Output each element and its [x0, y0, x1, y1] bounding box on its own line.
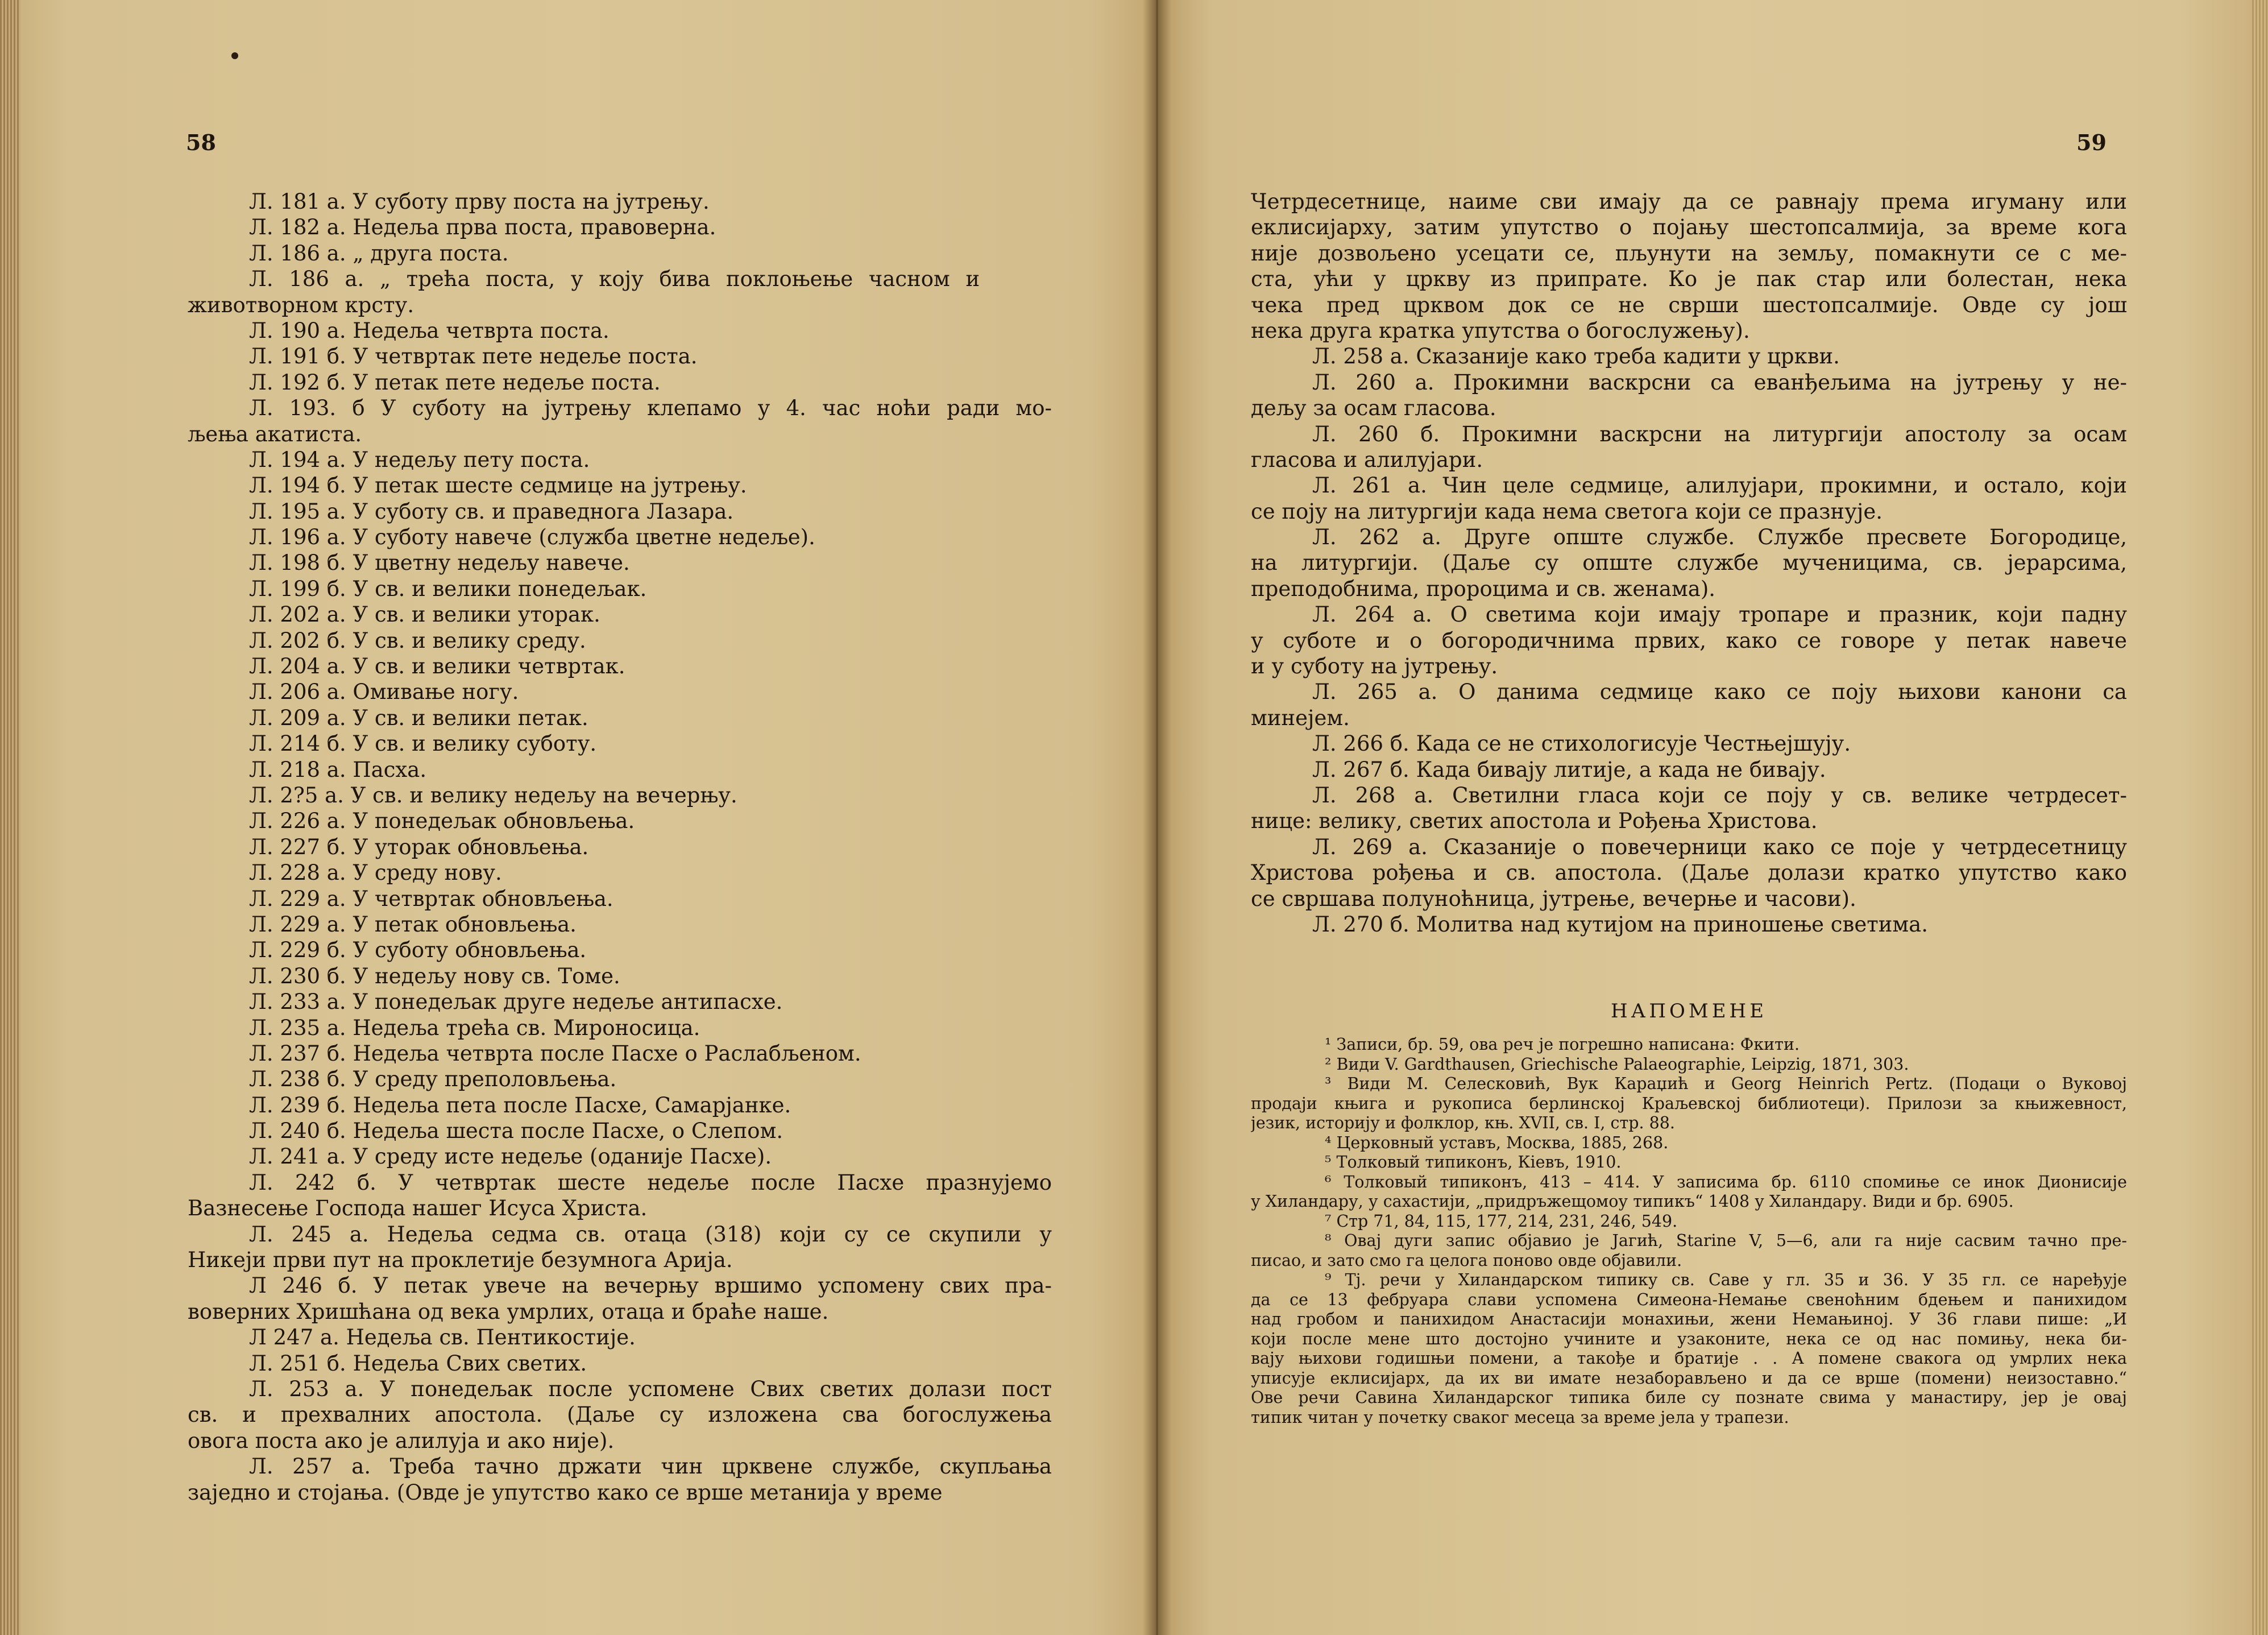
text-line: Л 247 а. Недеља св. Пентикостије. — [249, 1325, 636, 1350]
footnote-line: да се 13 фебруара слави успомена Симеона-Немање свеноћним бдењем и панихидом — [1251, 1290, 2127, 1309]
text-line: Л. 251 б. Недеља Свих светих. — [249, 1351, 587, 1376]
text-line: Л. 245 а. Недеља седма св. отаца (318) који су се скупили у — [249, 1222, 1052, 1247]
text-line: Л. 260 б. Прокимни васкрсни на литургији апостолу за осам — [1312, 421, 2127, 446]
text-line: на литургији. (Даље су опште службе мученицима, св. јерарсима, — [1251, 550, 2127, 576]
text-line: Л. 270 б. Молитва над кутијом на приношење светима. — [1312, 912, 1928, 937]
text-line: Вазнесење Господа нашег Исуса Христа. — [188, 1196, 648, 1221]
text-line: Л. 253 а. У понедељак после успомене Свих светих долази пост — [249, 1376, 1052, 1401]
text-line: Л. 242 б. У четвртак шесте недеље после Пасхе празнујемо — [249, 1170, 1052, 1195]
text-line: дељу за осам гласова. — [1251, 396, 1496, 421]
text-line: Л. 202 б. У св. и велику среду. — [249, 628, 586, 653]
text-line: Л. 209 а. У св. и велики петак. — [249, 705, 588, 730]
text-line: Л. 206 а. Омивање ногу. — [249, 680, 519, 705]
text-line: љења акатиста. — [188, 421, 362, 446]
text-line: Л. 229 а. У четвртак обновљења. — [249, 886, 613, 911]
notes-heading: НАПОМЕНЕ — [1610, 1000, 1768, 1023]
text-line: није дозвољено усецати се, пљунути на земљу, помакнути се с ме- — [1251, 241, 2127, 266]
text-line: Л. 267 б. Када бивају литије, а када не бивају. — [1312, 757, 1826, 782]
text-line: Л. 241 а. У среду исте недеље (оданије Пасхе). — [249, 1144, 772, 1169]
text-line: нека друга кратка упутства о богослужењу). — [1251, 318, 1750, 343]
page-edge — [2252, 0, 2268, 1635]
ink-speck — [231, 52, 238, 59]
text-line: Л 246 б. У петак увече на вечерњу вршимо успомену свих пра- — [249, 1273, 1052, 1298]
text-line: Л. 269 а. Сказаније о повечерници како се поје у четрдесетницу — [1312, 834, 2127, 859]
right-page-text — [1251, 189, 2127, 937]
text-line: Л. 237 б. Недеља четврта после Пасхе о Раслабљеном. — [249, 1041, 861, 1066]
text-line: Л. 214 б. У св. и велику суботу. — [249, 731, 597, 756]
footnote-line: ⁸ Овај дуги запис објавио је Jагић, Starine V, 5—6, али га није сасвим тачно пре- — [1325, 1231, 2127, 1250]
text-line: воверних Хришћана од века умрлих, отаца и браће наше. — [188, 1299, 829, 1324]
footnote-line: вају њихови годишњи помени, а такође и братије . . А помене свакога од умрлих нека — [1251, 1349, 2127, 1368]
footnote-line: ³ Види М. Селесковић, Вук Караџић и Georg Heinrich Pertz. (Подаци о Вуковој — [1325, 1074, 2127, 1093]
text-line: Л. 226 а. У понедељак обновљења. — [249, 809, 635, 834]
footnote-line: типик читан у почетку сваког месеца за време јела у трапези. — [1251, 1408, 1789, 1427]
text-line: Л. 191 б. У четвртак пете недеље поста. — [249, 344, 698, 369]
text-line: Л. 233 а. У понедељак друге недеље антипасхе. — [249, 990, 783, 1015]
footnote-line: ¹ Записи, бр. 59, ова реч је погрешно написана: Фкити. — [1325, 1035, 1800, 1054]
text-line: Л. 229 а. У петак обновљења. — [249, 912, 577, 937]
text-line: Л. 196 а. У суботу навече (служба цветне недеље). — [249, 525, 815, 550]
text-line: Л. 229 б. У суботу обновљења. — [249, 938, 587, 963]
text-line: Л. 202 а. У св. и велики уторак. — [249, 602, 600, 627]
footnote-line: ⁷ Стр 71, 84, 115, 177, 214, 231, 246, 549. — [1325, 1211, 1678, 1231]
text-line: у суботе и о богородичнима првих, како се говоре у петак навече — [1251, 628, 2127, 653]
text-line: Л. 240 б. Недеља шеста после Пасхе, о Слепом. — [249, 1119, 783, 1144]
text-line: Л. 192 б. У петак пете недеље поста. — [249, 370, 661, 395]
text-line: Л. 193. б У суботу на јутрењу клепамо у 4. час ноћи ради мо- — [249, 396, 1052, 421]
left-page-text — [188, 189, 1052, 1505]
footnote-line: над гробом и панихидом Анастасији монахињи, жени Немањиној. У 36 глави пише: „И — [1251, 1310, 2127, 1328]
text-line: Л. 227 б. У уторак обновљења. — [249, 834, 589, 859]
footnotes — [1251, 1035, 2127, 1427]
text-line: Л. 204 а. У св. и велики четвртак. — [249, 654, 625, 679]
text-line: еклисијарху, затим упутство о појању шестопсалмија, за време кога — [1251, 215, 2127, 240]
footnote-line: који после мене што достојно учините и узаконите, нека се од нас помињу, нека би- — [1251, 1329, 2127, 1348]
text-line: минејем. — [1251, 705, 1350, 730]
text-line: Л. 265 а. О данима седмице како се поју њихови канони са — [1312, 680, 2127, 705]
text-line: преподобнима, пророцима и св. женама). — [1251, 576, 1716, 601]
page-edge — [0, 0, 20, 1635]
footnote-line: ⁹ Тј. речи у Хиландарском типику св. Саве у гл. 35 и 36. У 35 гл. се наређује — [1325, 1270, 2127, 1289]
text-line: Л. 186 а. „ друга поста. — [249, 241, 509, 266]
footnote-line: писао, и зато смо га целога поново овде објавили. — [1251, 1251, 1682, 1270]
text-line: Никеји први пут на проклетије безумнога Арија. — [188, 1248, 733, 1273]
text-line: Л. 235 а. Недеља трећа св. Мироносица. — [249, 1015, 700, 1040]
text-line: Л. 218 а. Пасха. — [249, 757, 427, 782]
text-line: Л. 230 б. У недељу нову св. Томе. — [249, 963, 620, 988]
text-line: Л. 239 б. Недеља пета после Пасхе, Самарјанке. — [249, 1092, 791, 1117]
text-line: Л. 260 а. Прокимни васкрсни са еванђељима на јутрењу у не- — [1312, 370, 2127, 395]
text-line: се свршава полуноћница, јутрење, вечерње и часови). — [1251, 886, 1856, 911]
footnote-line: ⁵ Толковый типиконъ, Кіевъ, 1910. — [1325, 1153, 1622, 1172]
footnote-line: у Хиландару, у сахастији, „придръжещомоу типикъ“ 1408 у Хиландару. Види и бр. 6905. — [1251, 1192, 2014, 1211]
book-gutter — [1143, 0, 1171, 1635]
text-line: Л. 268 а. Светилни гласа који се поју у св. велике четрдесет- — [1312, 783, 2127, 808]
text-line: Л. 228 а. У среду нову. — [249, 860, 502, 885]
text-line: заједно и стојања. (Овде је упутство како се врше метанија у време — [188, 1480, 943, 1505]
text-line: се поју на литургији када нема светога који се празнује. — [1251, 499, 1883, 524]
text-line: гласова и алилујари. — [1251, 447, 1483, 472]
text-line: Христова рођења и св. апостола. (Даље долази кратко упутство како — [1251, 860, 2127, 885]
text-line: Л. 261 а. Чин целе седмице, алилујари, прокимни, и остало, који — [1312, 473, 2127, 498]
right-page — [1157, 0, 2268, 1635]
footnote-line: ² Види V. Gardthausen, Griechische Palaeographie, Leipzig, 1871, 303. — [1325, 1054, 1909, 1074]
footnote-line: ⁶ Толковый типиконъ, 413 – 414. У записима бр. 6110 спомиње се инок Дионисије — [1325, 1172, 2127, 1191]
text-line: ста, ући у цркву из припрате. Ко је пак стар или болестан, нека — [1251, 267, 2127, 292]
text-line: нице: велику, светих апостола и Рођења Христова. — [1251, 809, 1818, 834]
footnote-line: Ове речи Савина Хиландарског типика биле су познате свима у манастиру, јер је овај — [1251, 1388, 2127, 1407]
text-line: Л. 194 б. У петак шесте седмице на јутрењу. — [249, 473, 747, 498]
text-line: Л. 262 а. Друге опште службе. Службе пресвете Богородице, — [1312, 525, 2127, 550]
text-line: св. и прехвалних апостола. (Даље су изложена сва богослужења — [188, 1402, 1052, 1427]
text-line: и у суботу на јутрењу. — [1251, 654, 1498, 679]
text-line: Л. 257 а. Треба тачно држати чин црквене службе, скупљања — [249, 1454, 1052, 1479]
page-number-right: 59 — [2076, 130, 2107, 155]
footnote-line: продаји књига и рукописа берлинској Краљевској библиотеци). Прилози за књижевност, — [1251, 1094, 2127, 1113]
footnote-line: језик, историју и фолклор, књ. XVII, св. I, стр. 88. — [1251, 1114, 1675, 1132]
text-line: Л. 190 а. Недеља четврта поста. — [249, 318, 610, 343]
text-line: Л. 264 а. О светима који имају тропаре и празник, који падну — [1312, 602, 2127, 627]
text-line: Л. 258 а. Сказаније како треба кадити у цркви. — [1312, 344, 1840, 369]
page-number-left: 58 — [186, 130, 216, 155]
text-line: Л. 238 б. У среду преполовљења. — [249, 1067, 617, 1092]
text-line: Л. 198 б. У цветну недељу навече. — [249, 550, 630, 576]
text-line: Л. 266 б. Када се не стихологисује Честњејшују. — [1312, 731, 1851, 756]
text-line: Л. 194 а. У недељу пету поста. — [249, 447, 590, 472]
text-line: животворном крсту. — [188, 292, 414, 317]
footnote-line: ⁴ Церковный уставъ, Москва, 1885, 268. — [1325, 1133, 1669, 1152]
text-line: Л. 195 а. У суботу св. и праведнога Лазара. — [249, 499, 734, 524]
text-line: Л. 181 а. У суботу прву поста на јутрењу. — [249, 189, 710, 214]
text-line: Л. 199 б. У св. и велики понедељак. — [249, 576, 647, 601]
text-line: овога поста ако је алилуја и ако није). — [188, 1428, 615, 1453]
text-line: Л. 182 а. Недеља прва поста, правоверна. — [249, 215, 716, 240]
footnote-line: уписује еклисијарх, да их ви имате незаборављено и да се врше (помени) неизоставно.“ — [1251, 1368, 2127, 1388]
text-line: Л. 2?5 а. У св. и велику недељу на вечерњу. — [249, 783, 737, 808]
text-line: Л. 186 а. „ трећа поста, у коју бива поклоњење часном и — [249, 267, 980, 292]
text-line: Четрдесетнице, наиме сви имају да се равнају према игуману или — [1251, 189, 2127, 214]
text-line: чека пред црквом док се не сврши шестопсалмије. Овде су још — [1251, 292, 2127, 317]
